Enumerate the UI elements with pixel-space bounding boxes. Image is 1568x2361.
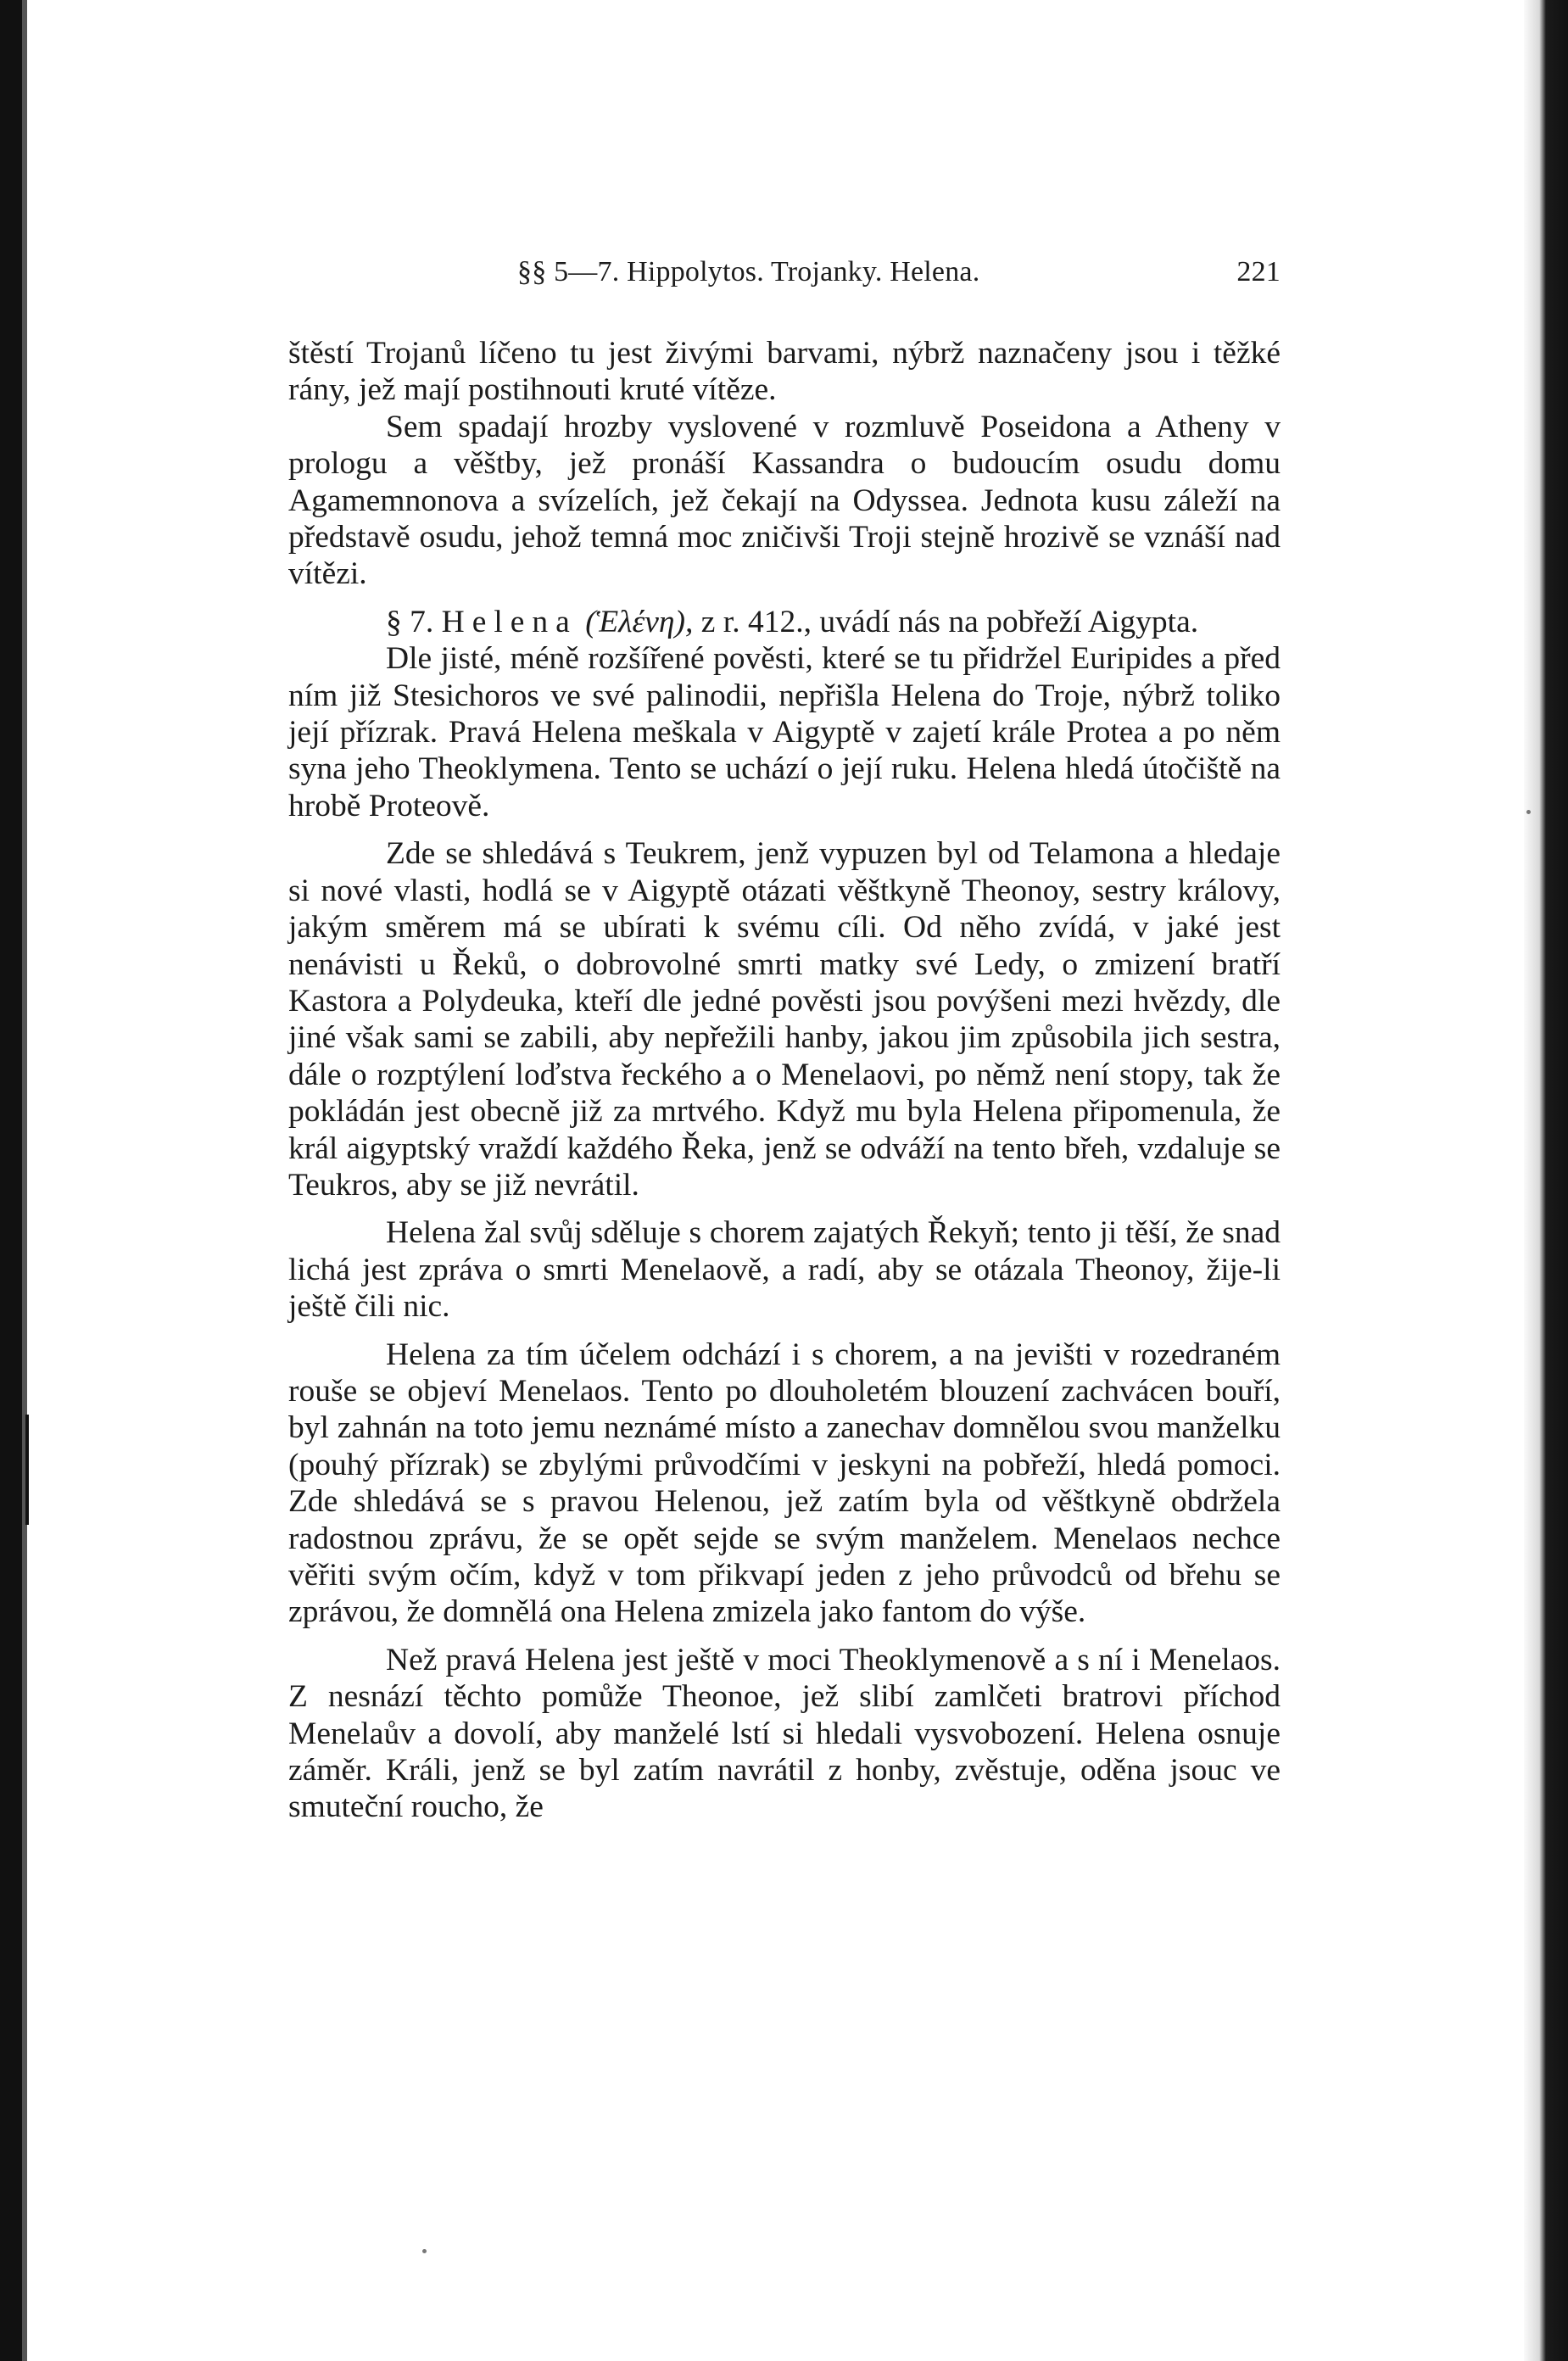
- section-heading: [288, 604, 1281, 640]
- paragraph: Než pravá Helena jest ještě v moci Theoklymenově a s ní i Menelaos. Z nesnází těchto pomůže Theonoe, jež slibí zamlčeti bratrovi příchod Menelaův a dovolí, aby manželé lstí si hledali vysvobození. Helena osnuje záměr. Králi, jenž se byl zatím navrátil z honby, zvěstuje, oděna jsouc ve smuteční roucho, že: [288, 1642, 1281, 1825]
- body-text: [288, 335, 1281, 1826]
- paragraph: Zde se shledává s Teukrem, jenž vypuzen byl od Telamona a hledaje si nové vlasti, hodlá se v Aigyptě otázati věštkyně Theonoy, sestry královy, jakým směrem má se ubírati k svému cíli. Od něho zvídá, v jaké jest nenávisti u Řeků, o dobrovolné smrti matky své Ledy, o zmizení bratří Kastora a Polydeuka, kteří dle jedné pověsti jsou povýšeni mezi hvězdy, dle jiné však sami se zabili, aby nepřežili hanby, jakou jim způsobila jich sestra, dále o rozptýlení loďstva řeckého a o Menelaovi, po němž není stopy, tak že pokládán jest obecně již za mrtvého. Když mu byla Helena připomenula, že král aigyptský vraždí každého Řeka, jenž se odváží na tento břeh, vzdaluje se Teukros, aby se již nevrátil.: [288, 836, 1281, 1203]
- running-header: [288, 256, 1281, 299]
- page-right-edge: [1524, 0, 1568, 2361]
- binding-mark: [25, 1415, 29, 1525]
- speck: [1526, 810, 1531, 814]
- header-title: §§ 5—7. Hippolytos. Trojanky. Helena.: [517, 256, 980, 287]
- section-mark: § 7.: [386, 604, 434, 639]
- greek-name: (Ἑλένη),: [585, 604, 694, 639]
- page-left-edge: [0, 0, 22, 2361]
- section-name: Helena: [441, 604, 578, 639]
- paragraph: Sem spadají hrozby vyslovené v rozmluvě Poseidona a Atheny v prologu a věštby, jež pronáší Kassandra o budoucím osudu domu Agamemnonova a svízelích, jež čekají na Odyssea. Jednota kusu záleží na představě osudu, jehož temná moc zničivši Troji stejně hrozivě se vznáší nad vítězi.: [288, 409, 1281, 592]
- paragraph: Dle jisté, méně rozšířené pověsti, které se tu přidržel Euripides a před ním již Stesichoros ve své palinodii, nepřišla Helena do Troje, nýbrž toliko její přízrak. Pravá Helena meškala v Aigyptě v zajetí krále Protea a po něm syna jeho Theoklymena. Tento se uchází o její ruku. Helena hledá útočiště na hrobě Proteově.: [288, 641, 1281, 823]
- paragraph: Helena žal svůj sděluje s chorem zajatých Řekyň; tento ji těší, že snad lichá jest zpráva o smrti Menelaově, a radí, aby se otázala Theonoy, žije-li ještě čili nic.: [288, 1215, 1281, 1325]
- paragraph: štěstí Trojanů líčeno tu jest živými barvami, nýbrž naznačeny jsou i těžké rány, jež mají postihnouti kruté vítěze.: [288, 336, 1281, 408]
- section-year: z r. 412.,: [700, 604, 812, 639]
- page-left-edge-inner: [22, 0, 27, 2361]
- speck: [422, 2249, 427, 2253]
- section-rest: uvádí nás na pobřeží Aigypta.: [819, 604, 1199, 639]
- paragraph: Helena za tím účelem odchází i s chorem, a na jevišti v rozedraném rouše se objeví Menelaos. Tento po dlouholetém blouzení zachvácen bouří, byl zahnán na toto jemu neznámé místo a zanechav domnělou svou manželku (pouhý přízrak) se zbylými průvodčími v jeskyni na pobřeží, hledá pomoci. Zde shledává se s pravou Helenou, jež zatím byla od věštkyně obdržela radostnou zprávu, že se opět sejde se svým manželem. Menelaos nechce věřiti svým očím, když v tom přikvapí jeden z jeho průvodců od břehu se zprávou, že domnělá ona Helena zmizela jako fantom do výše.: [288, 1337, 1281, 1630]
- page-number: 221: [1236, 256, 1281, 287]
